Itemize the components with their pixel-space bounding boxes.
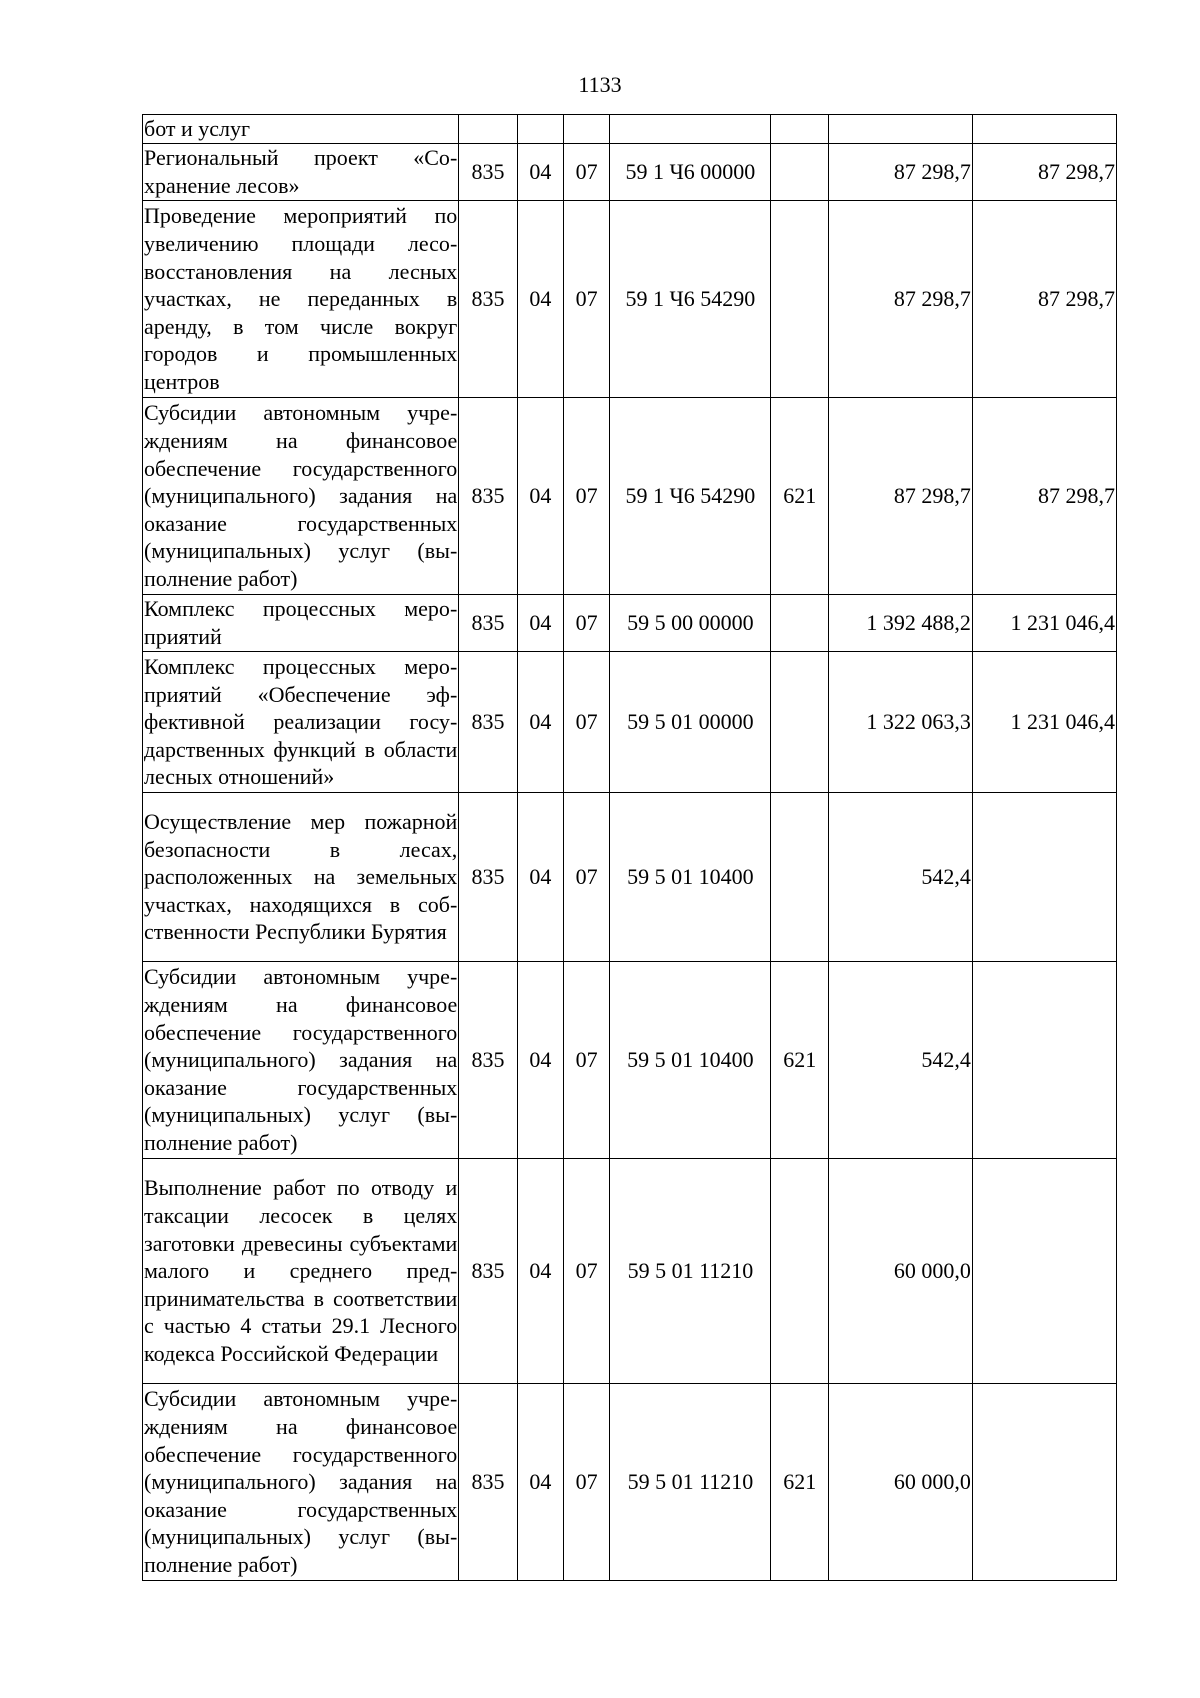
ministry-code: 835 xyxy=(459,1159,517,1384)
subsection-code: 07 xyxy=(564,1159,610,1384)
expense-type-code: 621 xyxy=(771,962,828,1159)
ministry-code: 835 xyxy=(459,595,517,652)
table-row xyxy=(143,1384,1117,1581)
section-code: 04 xyxy=(517,793,563,962)
expense-type-code xyxy=(771,115,828,144)
ministry-code: 835 xyxy=(459,144,517,201)
expense-type-code xyxy=(771,652,828,793)
ministry-code: 835 xyxy=(459,652,517,793)
row-name: Осуществление мер пожарной безопасности в лесах, расположенных на земельных участках, находящихся в собственности Республики Бурятия xyxy=(143,793,459,962)
target-article-code: 59 5 01 10400 xyxy=(610,793,771,962)
table-row xyxy=(143,144,1117,201)
amount-year-2: 87 298,7 xyxy=(972,144,1116,201)
amount-year-1: 87 298,7 xyxy=(828,144,972,201)
table-row xyxy=(143,1159,1117,1384)
amount-year-2: 1 231 046,4 xyxy=(972,652,1116,793)
subsection-code: 07 xyxy=(564,398,610,595)
row-name: Комплекс процессных мероприятий xyxy=(143,595,459,652)
expense-type-code xyxy=(771,144,828,201)
expense-type-code xyxy=(771,793,828,962)
amount-year-2: 87 298,7 xyxy=(972,398,1116,595)
section-code: 04 xyxy=(517,398,563,595)
subsection-code: 07 xyxy=(564,652,610,793)
row-name: Субсидии автономным учреждениям на финансовое обеспечение государственного (муниципального) задания на оказание государственных (муниципальных) услуг (выполнение работ) xyxy=(143,962,459,1159)
table-row xyxy=(143,398,1117,595)
section-code xyxy=(517,115,563,144)
row-name: Субсидии автономным учреждениям на финансовое обеспечение государственного (муниципального) задания на оказание государственных (муниципальных) услуг (выполнение работ) xyxy=(143,1384,459,1581)
subsection-code: 07 xyxy=(564,144,610,201)
amount-year-2: 1 231 046,4 xyxy=(972,595,1116,652)
ministry-code: 835 xyxy=(459,201,517,398)
target-article-code: 59 5 01 11210 xyxy=(610,1159,771,1384)
amount-year-1 xyxy=(828,115,972,144)
section-code: 04 xyxy=(517,1384,563,1581)
page-number: 1133 xyxy=(578,72,622,97)
ministry-code: 835 xyxy=(459,793,517,962)
row-name: Региональный проект «Сохранение лесов» xyxy=(143,144,459,201)
amount-year-2 xyxy=(972,962,1116,1159)
target-article-code: 59 5 01 10400 xyxy=(610,962,771,1159)
amount-year-1: 542,4 xyxy=(828,793,972,962)
row-name: Комплекс процессных мероприятий «Обеспечение эффективной реализации государственных функций в области лесных отношений» xyxy=(143,652,459,793)
table-row xyxy=(143,595,1117,652)
amount-year-1: 1 392 488,2 xyxy=(828,595,972,652)
ministry-code: 835 xyxy=(459,398,517,595)
expense-type-code xyxy=(771,201,828,398)
target-article-code: 59 5 01 00000 xyxy=(610,652,771,793)
table-row xyxy=(143,793,1117,962)
table-row xyxy=(143,201,1117,398)
table-row xyxy=(143,962,1117,1159)
amount-year-1: 87 298,7 xyxy=(828,201,972,398)
budget-table xyxy=(142,114,1117,1581)
section-code: 04 xyxy=(517,1159,563,1384)
section-code: 04 xyxy=(517,652,563,793)
amount-year-2 xyxy=(972,1384,1116,1581)
section-code: 04 xyxy=(517,962,563,1159)
subsection-code: 07 xyxy=(564,793,610,962)
subsection-code: 07 xyxy=(564,962,610,1159)
target-article-code: 59 1 Ч6 54290 xyxy=(610,398,771,595)
amount-year-1: 60 000,0 xyxy=(828,1159,972,1384)
table-row xyxy=(143,115,1117,144)
section-code: 04 xyxy=(517,595,563,652)
amount-year-2 xyxy=(972,115,1116,144)
amount-year-1: 542,4 xyxy=(828,962,972,1159)
row-name: Проведение мероприятий по увеличению площади лесовосстановления на лесных участках, не переданных в аренду, в том числе вокруг городов и промышленных центров xyxy=(143,201,459,398)
amount-year-2 xyxy=(972,1159,1116,1384)
ministry-code xyxy=(459,115,517,144)
amount-year-1: 87 298,7 xyxy=(828,398,972,595)
ministry-code: 835 xyxy=(459,1384,517,1581)
expense-type-code: 621 xyxy=(771,1384,828,1581)
target-article-code: 59 1 Ч6 54290 xyxy=(610,201,771,398)
amount-year-2 xyxy=(972,793,1116,962)
target-article-code: 59 5 01 11210 xyxy=(610,1384,771,1581)
row-name: Выполнение работ по отводу и таксации лесосек в целях заготовки древесины субъектами малого и среднего предпринимательства в соответствии с частью 4 статьи 29.1 Лесного кодекса Российской Федерации xyxy=(143,1159,459,1384)
expense-type-code xyxy=(771,1159,828,1384)
ministry-code: 835 xyxy=(459,962,517,1159)
section-code: 04 xyxy=(517,201,563,398)
row-name: Субсидии автономным учреждениям на финансовое обеспечение государственного (муниципального) задания на оказание государственных (муниципальных) услуг (выполнение работ) xyxy=(143,398,459,595)
subsection-code: 07 xyxy=(564,595,610,652)
expense-type-code: 621 xyxy=(771,398,828,595)
target-article-code: 59 1 Ч6 00000 xyxy=(610,144,771,201)
table-row xyxy=(143,652,1117,793)
target-article-code: 59 5 00 00000 xyxy=(610,595,771,652)
expense-type-code xyxy=(771,595,828,652)
amount-year-1: 60 000,0 xyxy=(828,1384,972,1581)
target-article-code xyxy=(610,115,771,144)
subsection-code: 07 xyxy=(564,1384,610,1581)
subsection-code xyxy=(564,115,610,144)
amount-year-2: 87 298,7 xyxy=(972,201,1116,398)
subsection-code: 07 xyxy=(564,201,610,398)
section-code: 04 xyxy=(517,144,563,201)
row-name: бот и услуг xyxy=(143,115,459,144)
amount-year-1: 1 322 063,3 xyxy=(828,652,972,793)
